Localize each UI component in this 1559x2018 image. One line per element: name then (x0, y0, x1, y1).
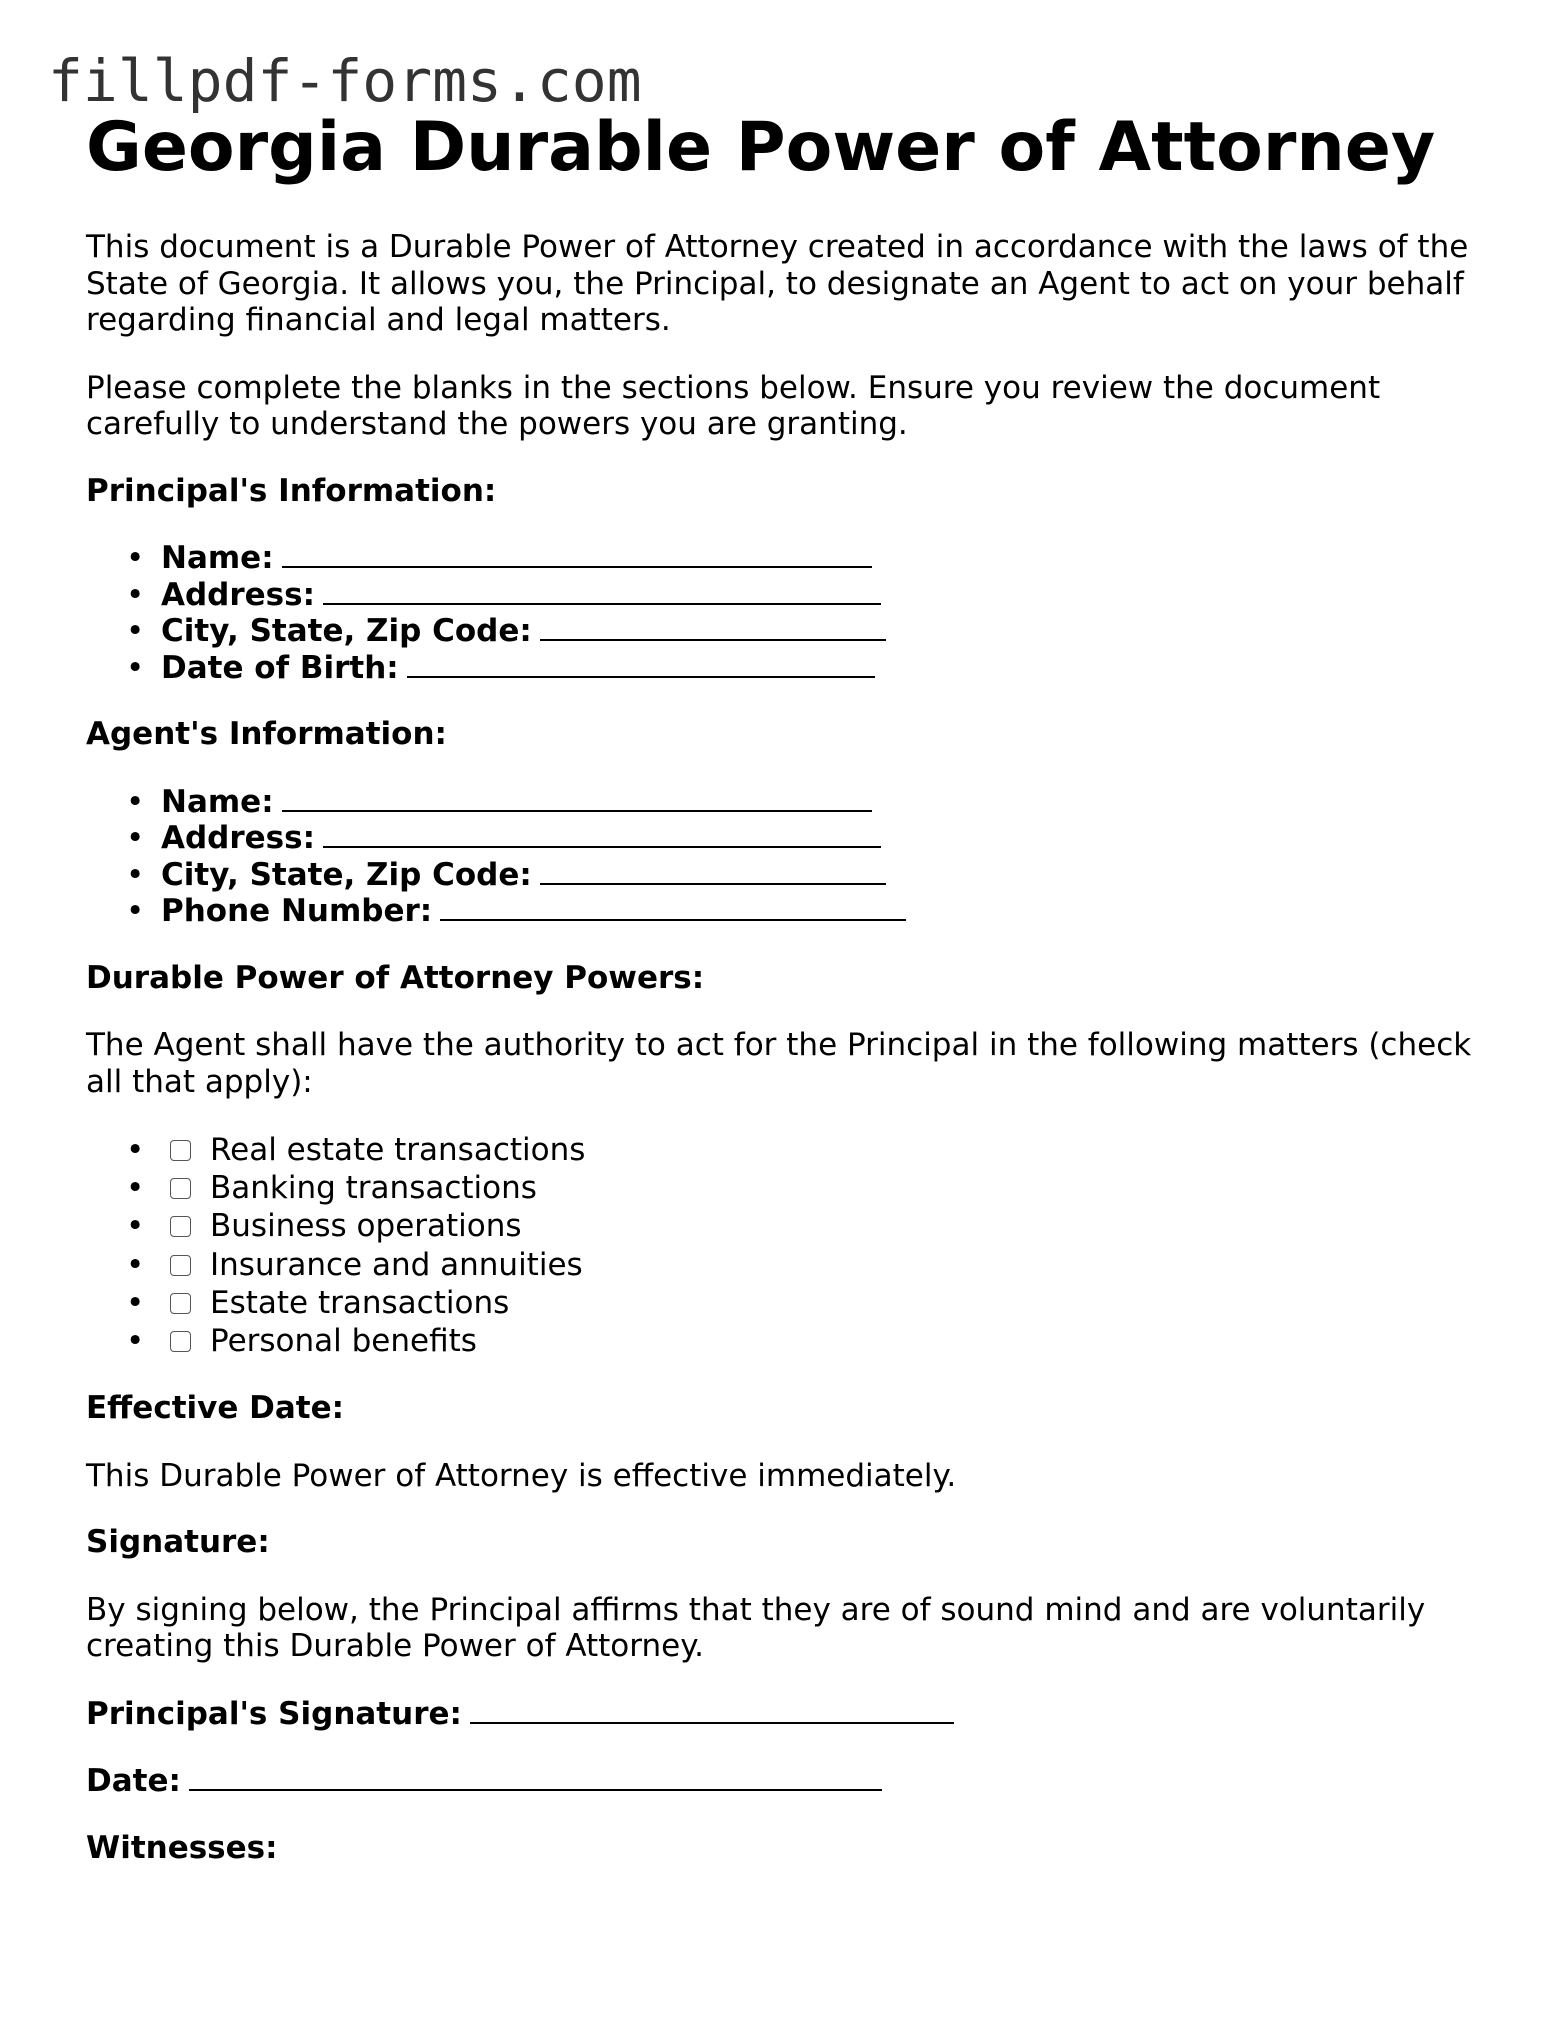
option-label: Real estate transactions (210, 1132, 586, 1168)
agent-phone-field[interactable] (86, 893, 1486, 930)
principal-heading: Principal's Information: (86, 472, 497, 509)
date-blank[interactable] (189, 1763, 882, 1791)
instructions-paragraph: Please complete the blanks in the sections below. Ensure you review the document carefully to understand the powers you are granting. (86, 369, 1381, 442)
address-blank[interactable] (323, 820, 881, 848)
agent-name-field[interactable] (86, 784, 1486, 821)
checkbox[interactable] (170, 1140, 191, 1161)
field-label: Phone Number: (161, 893, 433, 929)
city-state-zip-blank[interactable] (540, 857, 886, 885)
field-label: Date: (86, 1763, 181, 1800)
document-page (86, 108, 1486, 1866)
power-option[interactable] (86, 1322, 1486, 1360)
date-field[interactable] (86, 1763, 1486, 1800)
principal-dob-field[interactable] (86, 650, 1486, 687)
principal-city-field[interactable] (86, 613, 1486, 650)
field-label: City, State, Zip Code: (161, 856, 532, 893)
option-label: Personal benefits (210, 1323, 477, 1360)
powers-description: The Agent shall have the authority to act for the Principal in the following matters (check all that apply): (86, 1027, 1472, 1100)
power-option[interactable] (86, 1169, 1486, 1207)
phone-blank[interactable] (440, 893, 906, 921)
signature-blank[interactable] (470, 1696, 954, 1724)
powers-checklist (86, 1131, 1486, 1360)
effective-date-heading: Effective Date: (86, 1390, 345, 1427)
field-label: Principal's Signature: (86, 1695, 462, 1732)
principal-address-field[interactable] (86, 577, 1486, 614)
power-option[interactable] (86, 1207, 1486, 1245)
field-label: Address: (161, 576, 315, 613)
field-label: Address: (161, 820, 315, 856)
principal-signature-field[interactable] (86, 1696, 1486, 1733)
checkbox[interactable] (170, 1293, 191, 1314)
power-option[interactable] (86, 1246, 1486, 1284)
field-label: Name: (161, 783, 274, 820)
witnesses-heading: Witnesses: (86, 1829, 278, 1866)
agent-heading: Agent's Information: (86, 716, 447, 752)
option-label: Insurance and annuities (210, 1246, 583, 1283)
checkbox[interactable] (170, 1255, 191, 1276)
agent-city-field[interactable] (86, 857, 1486, 894)
powers-heading: Durable Power of Attorney Powers: (86, 959, 705, 996)
document-title: Georgia Durable Power of Attorney (86, 108, 1436, 187)
checkbox[interactable] (170, 1178, 191, 1199)
agent-fields (86, 784, 1486, 930)
signature-heading: Signature: (86, 1524, 270, 1561)
intro-paragraph: This document is a Durable Power of Attorney created in accordance with the laws of the State of Georgia. It allows you, the Principal, to designate an Agent to act on your behalf regarding financial and legal matters. (86, 229, 1469, 338)
power-option[interactable] (86, 1131, 1486, 1169)
option-label: Estate transactions (210, 1284, 510, 1321)
checkbox[interactable] (170, 1216, 191, 1237)
principal-fields (86, 540, 1486, 686)
effective-date-text: This Durable Power of Attorney is effective immediately. (86, 1457, 957, 1494)
checkbox[interactable] (170, 1331, 191, 1352)
power-option[interactable] (86, 1284, 1486, 1322)
name-blank[interactable] (282, 784, 872, 812)
field-label: Date of Birth: (161, 649, 399, 686)
agent-address-field[interactable] (86, 820, 1486, 857)
option-label: Business operations (210, 1208, 522, 1245)
name-blank[interactable] (282, 540, 872, 568)
option-label: Banking transactions (210, 1170, 537, 1207)
signature-text: By signing below, the Principal affirms that they are of sound mind and are voluntarily creating this Durable Power of Attorney. (86, 1591, 1426, 1665)
field-label: Name: (161, 540, 274, 576)
city-state-zip-blank[interactable] (540, 613, 886, 641)
address-blank[interactable] (323, 577, 881, 605)
field-label: City, State, Zip Code: (161, 613, 532, 649)
watermark: fillpdf-forms.com (48, 47, 642, 115)
dob-blank[interactable] (407, 650, 875, 678)
principal-name-field[interactable] (86, 540, 1486, 577)
